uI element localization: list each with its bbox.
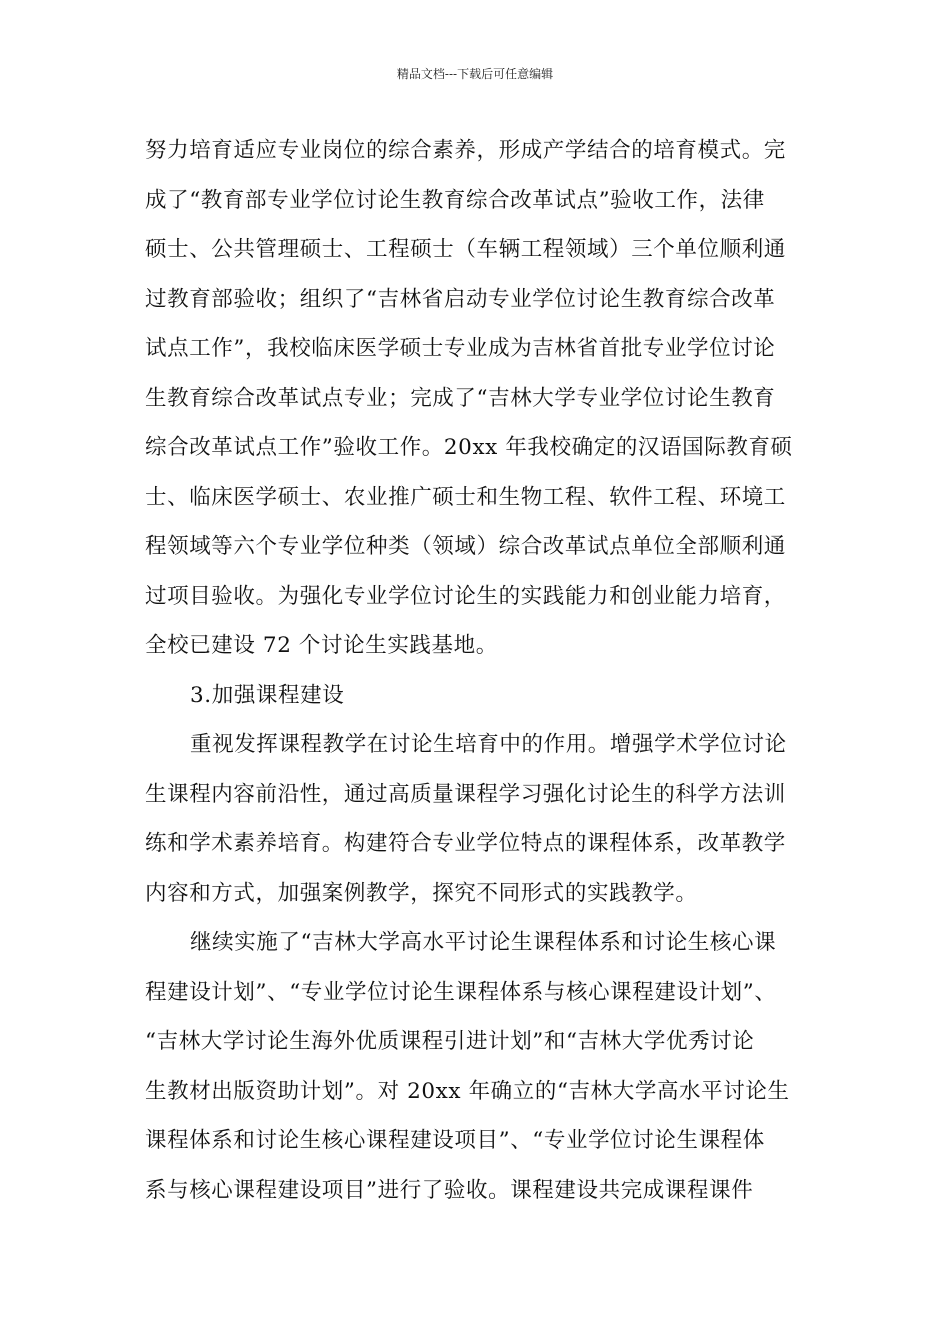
paragraph-line: 综合改革试点工作”验收工作。20xx 年我校确定的汉语国际教育硕 xyxy=(145,435,793,460)
paragraph-line: 继续实施了“吉林大学高水平讨论生课程体系和讨论生核心课 xyxy=(190,930,777,955)
paragraph-line: 程领域等六个专业学位种类（领域）综合改革试点单位全部顺利通 xyxy=(145,534,786,559)
paragraph-line: 过教育部验收；组织了“吉林省启动专业学位讨论生教育综合改革 xyxy=(145,286,776,312)
paragraph-line: 试点工作”，我校临床医学硕士专业成为吉林省首批专业学位讨论 xyxy=(145,336,776,361)
paragraph-line: 练和学术素养培育。构建符合专业学位特点的课程体系，改革教学 xyxy=(145,831,786,856)
paragraph-line: “吉林大学讨论生海外优质课程引进计划”和“吉林大学优秀讨论 xyxy=(145,1029,755,1054)
paragraph-line: 生教材出版资助计划”。对 20xx 年确立的“吉林大学高水平讨论生 xyxy=(145,1078,790,1104)
paragraph-line: 内容和方式，加强案例教学，探究不同形式的实践教学。 xyxy=(145,880,698,906)
paragraph-line: 系与核心课程建设项目”进行了验收。课程建设共完成课程课件 xyxy=(145,1177,754,1203)
paragraph-line: 士、临床医学硕士、农业推广硕士和生物工程、软件工程、环境工 xyxy=(145,484,786,510)
paragraph-line: 硕士、公共管理硕士、工程硕士（车辆工程领域）三个单位顺利通 xyxy=(145,237,786,262)
paragraph-line: 程建设计划”、“专业学位讨论生课程体系与核心课程建设计划”、 xyxy=(145,979,777,1005)
section-heading: 3.加强课程建设 xyxy=(190,682,345,708)
page-header: 精品文档---下载后可任意编辑 xyxy=(396,67,554,81)
paragraph-line: 重视发挥课程教学在讨论生培育中的作用。增强学术学位讨论 xyxy=(190,732,787,757)
paragraph-line: 生课程内容前沿性，通过高质量课程学习强化讨论生的科学方法训 xyxy=(145,781,786,807)
paragraph-line: 全校已建设 72 个讨论生实践基地。 xyxy=(145,633,498,658)
paragraph-line: 过项目验收。为强化专业学位讨论生的实践能力和创业能力培育， xyxy=(145,583,786,609)
document-body xyxy=(145,131,825,1220)
paragraph-line: 生教育综合改革试点专业；完成了“吉林大学专业学位讨论生教育 xyxy=(145,385,776,411)
paragraph-line: 成了“教育部专业学位讨论生教育综合改革试点”验收工作，法律 xyxy=(145,187,765,213)
paragraph-line: 努力培育适应专业岗位的综合素养，形成产学结合的培育模式。完 xyxy=(145,138,786,163)
paragraph-line: 课程体系和讨论生核心课程建设项目”、“专业学位讨论生课程体 xyxy=(145,1128,765,1153)
